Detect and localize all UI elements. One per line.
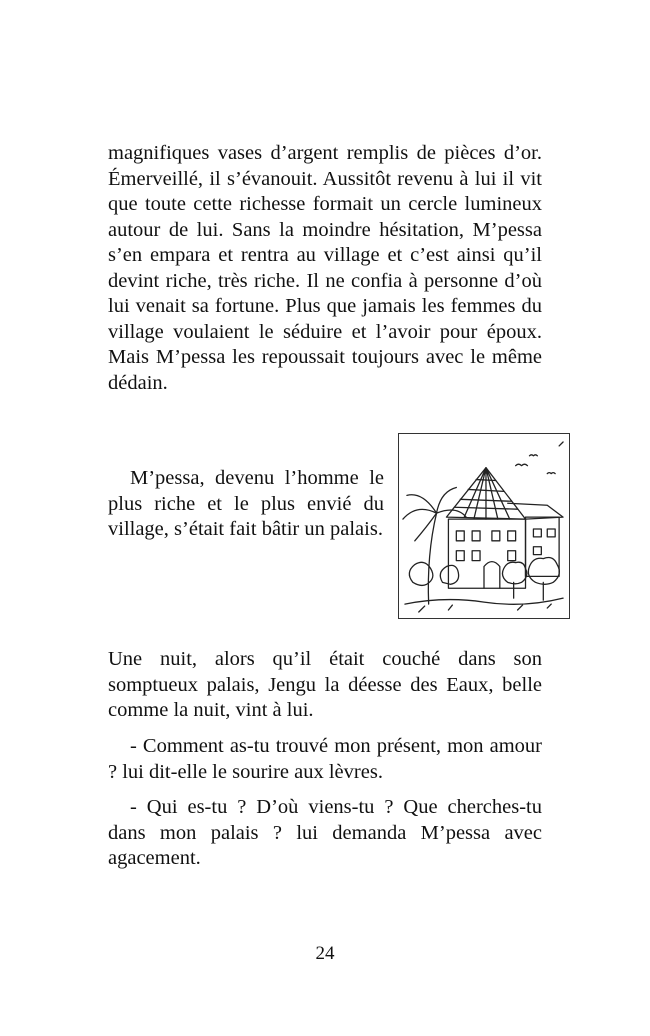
bird-drawing (529, 455, 537, 456)
dialogue-jengu: - Comment as-tu trouvé mon présent, mon amour ? lui dit-elle le sourire aux lèvres. (108, 735, 542, 783)
palace-drawing (399, 434, 569, 618)
bush-drawing (409, 562, 433, 585)
dialogue-mpessa: - Qui es-tu ? D’où viens-tu ? Que cherches-tu dans mon palais ? lui demanda M’pessa avec agacement. (108, 796, 542, 869)
palm-drawing (428, 513, 436, 604)
paragraph-vases: magnifiques vases d’argent remplis de pièces d’or. Émerveillé, il s’évanouit. Aussitôt revenu à lui il vit que toute cette richesse formait un cercle lumineux autour de lui. Sans la moindre hésitation, M’pessa s’en empara et rentra au village et c’est ainsi qu’il devint riche, très riche. Il ne confia à personne d’où lui venait sa fortune. Plus que jamais les femmes du village voulaient le séduire et l’avoir pour époux. Mais M’pessa les repoussait toujours avec le même dédain. (108, 142, 542, 394)
palace-illustration (398, 433, 570, 619)
bird-drawing (547, 473, 555, 474)
paragraph-palace: M’pessa, devenu l’homme le plus riche et le plus envié du village, s’était fait bâtir un palais. (108, 467, 384, 540)
door-drawing (484, 562, 500, 589)
tree-drawing (528, 557, 559, 584)
bird-drawing (559, 442, 563, 446)
paragraph-night: Une nuit, alors qu’il était couché dans son somptueux palais, Jengu la déesse des Eaux, belle comme la nuit, vint à lui. (108, 648, 542, 721)
wall-drawing (448, 519, 525, 588)
page-number: 24 (315, 943, 335, 964)
bird-drawing (516, 464, 528, 465)
